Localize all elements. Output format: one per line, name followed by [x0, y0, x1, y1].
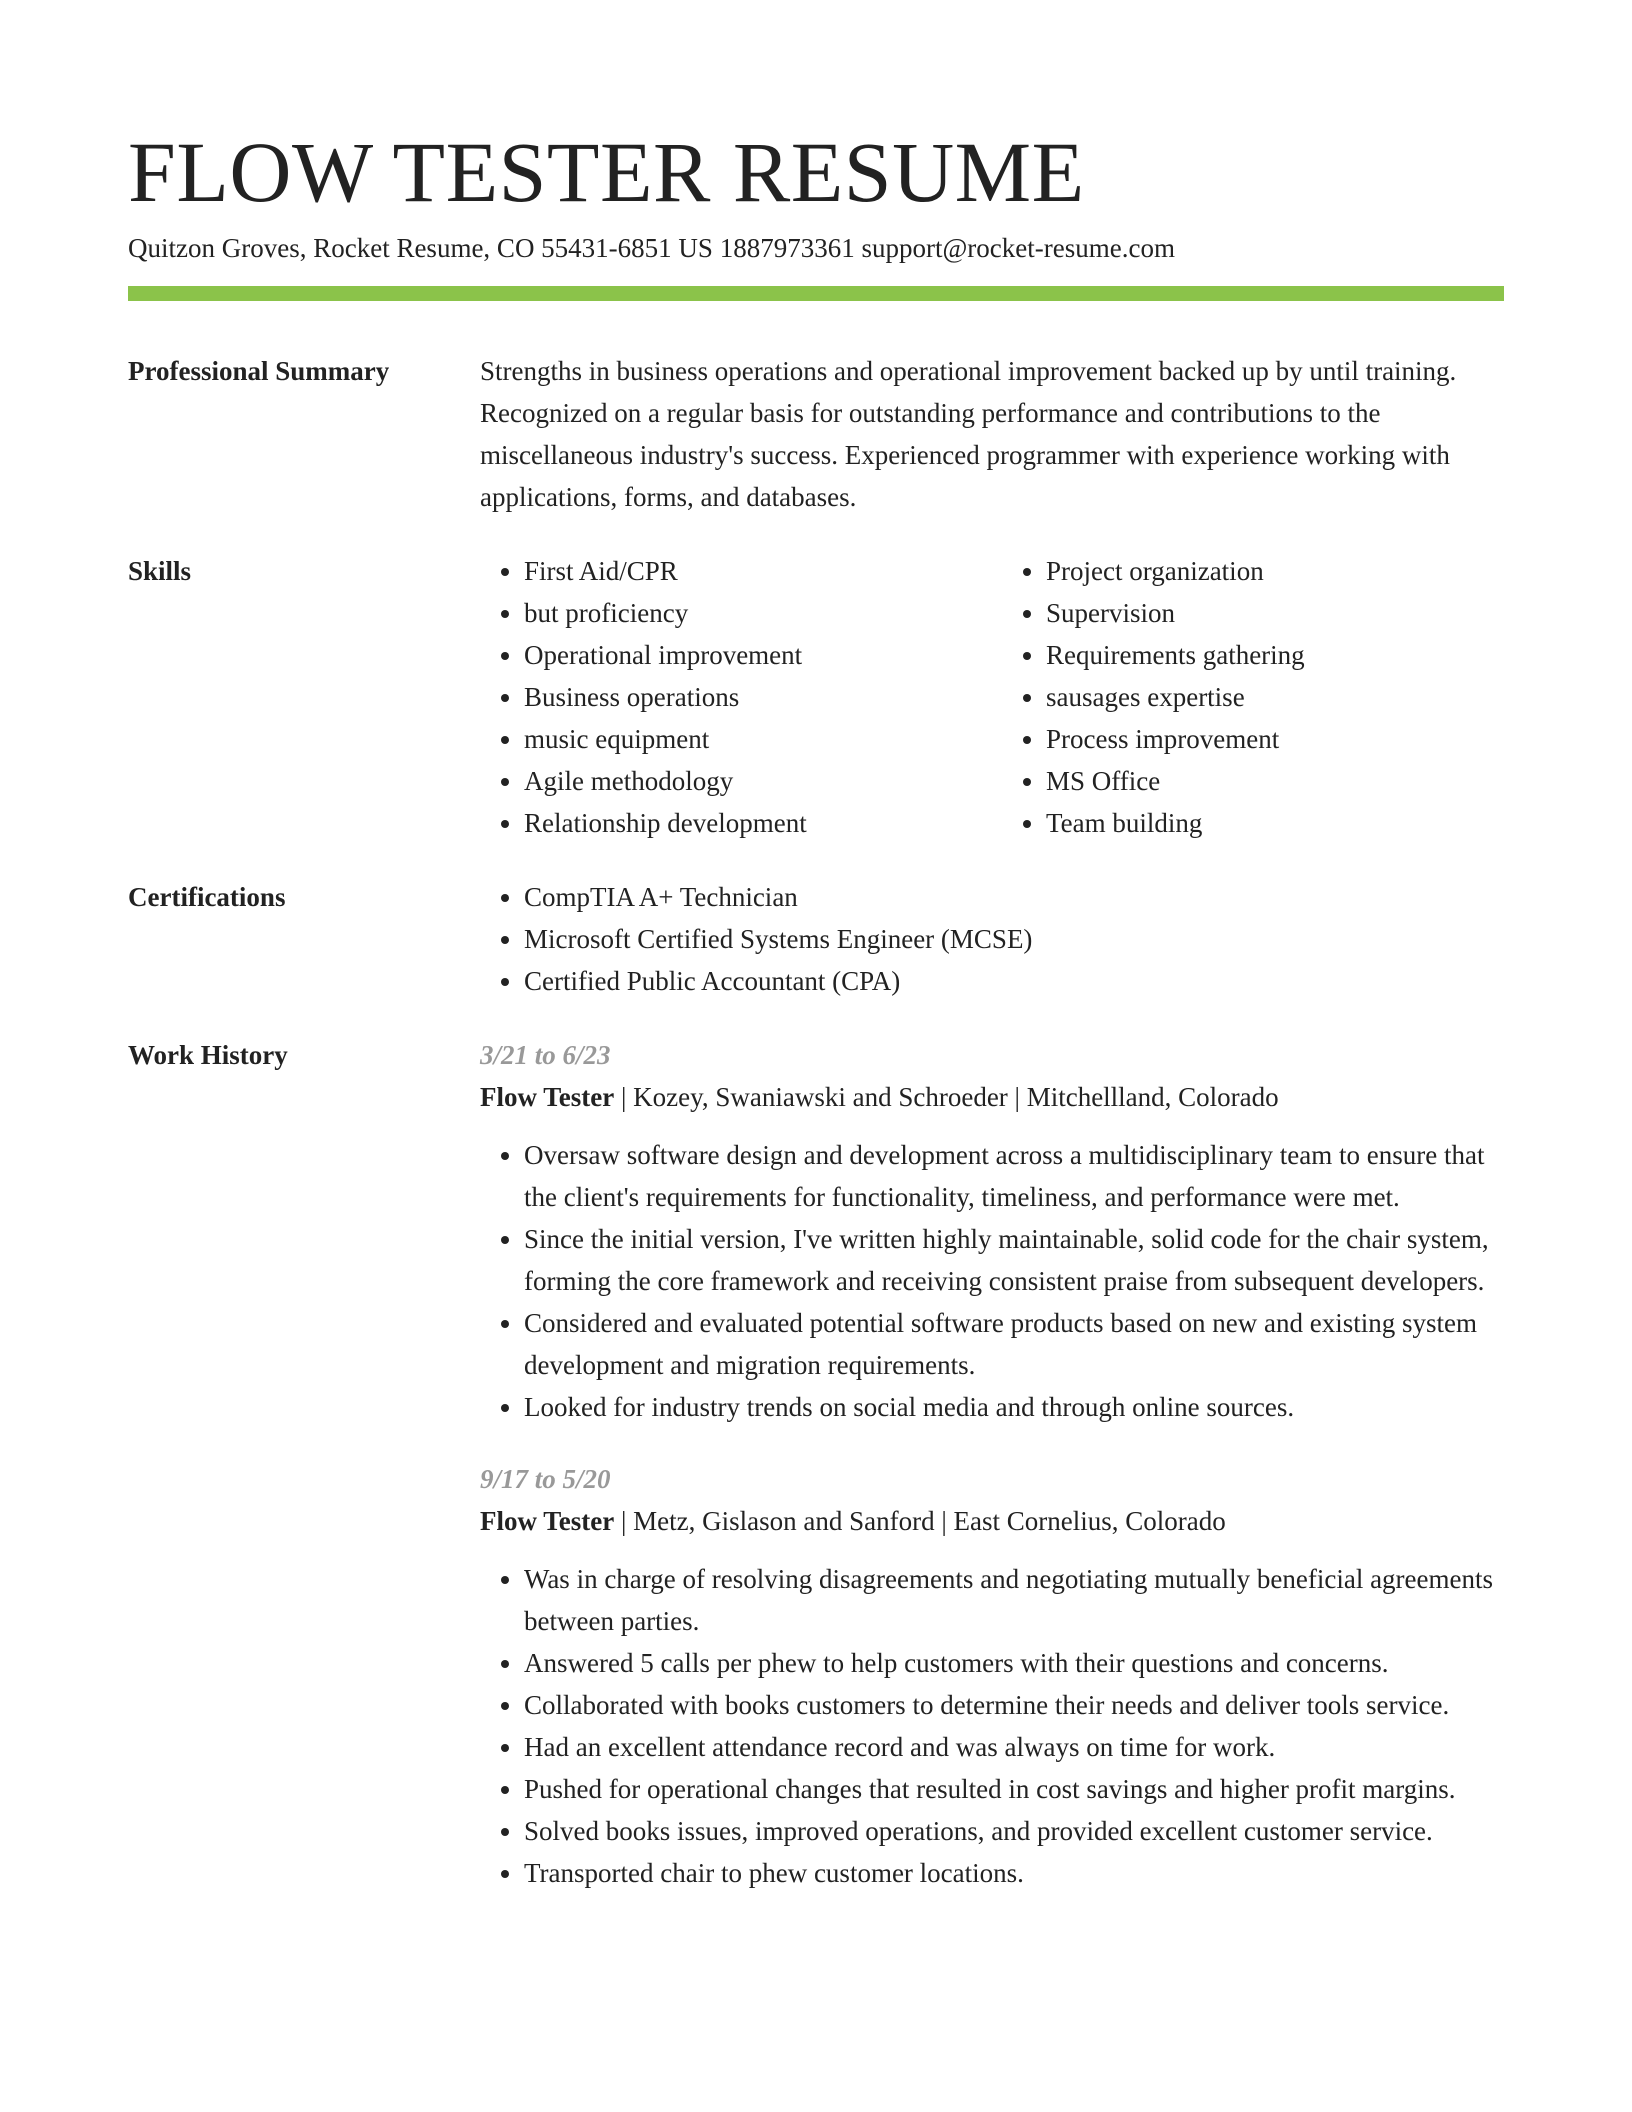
skills-body [480, 550, 1504, 844]
job-employer-location: | Metz, Gislason and Sanford | East Cornelius, Colorado [614, 1506, 1226, 1536]
job-bullet: • Oversaw software design and development across a multidisciplinary team to ensure that the client's requirements for functionality, timeliness, and performance were met. [524, 1134, 1504, 1218]
job-title: Flow Tester [480, 1506, 615, 1536]
resume-title: FLOW TESTER RESUME [128, 124, 1085, 220]
job-heading [480, 1500, 1504, 1542]
skills-list-right [1002, 550, 1504, 844]
skill-item: • sausages expertise [1046, 676, 1504, 718]
job-bullet: • Since the initial version, I've written highly maintainable, solid code for the chair system, forming the core framework and receiving consistent praise from subsequent developers. [524, 1218, 1504, 1302]
summary-label: Professional Summary [128, 356, 390, 386]
job-bullet: • Had an excellent attendance record and was always on time for work. [524, 1726, 1504, 1768]
skills-label: Skills [128, 556, 192, 586]
skill-item: • MS Office [1046, 760, 1504, 802]
skill-item: • but proficiency [524, 592, 982, 634]
skill-item: • Supervision [1046, 592, 1504, 634]
skill-item: • Agile methodology [524, 760, 982, 802]
job-bullets [480, 1558, 1504, 1894]
job-bullet: • Transported chair to phew customer locations. [524, 1852, 1504, 1894]
job-bullet: • Pushed for operational changes that resulted in cost savings and higher profit margins. [524, 1768, 1504, 1810]
certifications-body [480, 876, 1504, 1002]
job-bullet: • Collaborated with books customers to determine their needs and deliver tools service. [524, 1684, 1504, 1726]
work-history-label: Work History [128, 1040, 288, 1070]
job-dates: 3/21 to 6/23 [480, 1040, 611, 1070]
job-bullets [480, 1134, 1504, 1428]
skill-item: • Process improvement [1046, 718, 1504, 760]
job-employer-location: | Kozey, Swaniawski and Schroeder | Mitchellland, Colorado [614, 1082, 1279, 1112]
skill-item: • Operational improvement [524, 634, 982, 676]
job-dates: 9/17 to 5/20 [480, 1464, 611, 1494]
work-history-body [480, 1034, 1504, 1924]
skill-item: • Relationship development [524, 802, 982, 844]
job-entry [480, 1034, 1504, 1428]
job-bullet: • Answered 5 calls per phew to help customers with their questions and concerns. [524, 1642, 1504, 1684]
contact-line: Quitzon Groves, Rocket Resume, CO 55431-6851 US 1887973361 support@rocket-resume.com [128, 233, 1175, 263]
skill-item: • Requirements gathering [1046, 634, 1504, 676]
certifications-list [480, 876, 1504, 1002]
job-title: Flow Tester [480, 1082, 615, 1112]
job-bullet: • Solved books issues, improved operations, and provided excellent customer service. [524, 1810, 1504, 1852]
summary-text: Strengths in business operations and operational improvement backed up by until training. Recognized on a regular basis for outstanding performance and contributions to the miscellaneous industry's success. Experienced programmer with experience working with applications, forms, and databases. [480, 356, 1457, 512]
job-heading [480, 1076, 1504, 1118]
job-bullet: • Was in charge of resolving disagreements and negotiating mutually beneficial agreements between parties. [524, 1558, 1504, 1642]
skills-list-left [480, 550, 982, 844]
certification-item: • CompTIA A+ Technician [524, 876, 1504, 918]
skill-item: • music equipment [524, 718, 982, 760]
job-entry [480, 1458, 1504, 1894]
certification-item: • Certified Public Accountant (CPA) [524, 960, 1504, 1002]
header-accent-rule [128, 286, 1504, 301]
certification-item: • Microsoft Certified Systems Engineer (MCSE) [524, 918, 1504, 960]
skill-item: • Project organization [1046, 550, 1504, 592]
skill-item: • First Aid/CPR [524, 550, 982, 592]
skills-columns [480, 550, 1504, 844]
job-bullet: • Considered and evaluated potential software products based on new and existing system development and migration requirements. [524, 1302, 1504, 1386]
skill-item: • Team building [1046, 802, 1504, 844]
job-bullet: • Looked for industry trends on social media and through online sources. [524, 1386, 1504, 1428]
summary-body [480, 350, 1504, 518]
certifications-label: Certifications [128, 882, 286, 912]
skill-item: • Business operations [524, 676, 982, 718]
